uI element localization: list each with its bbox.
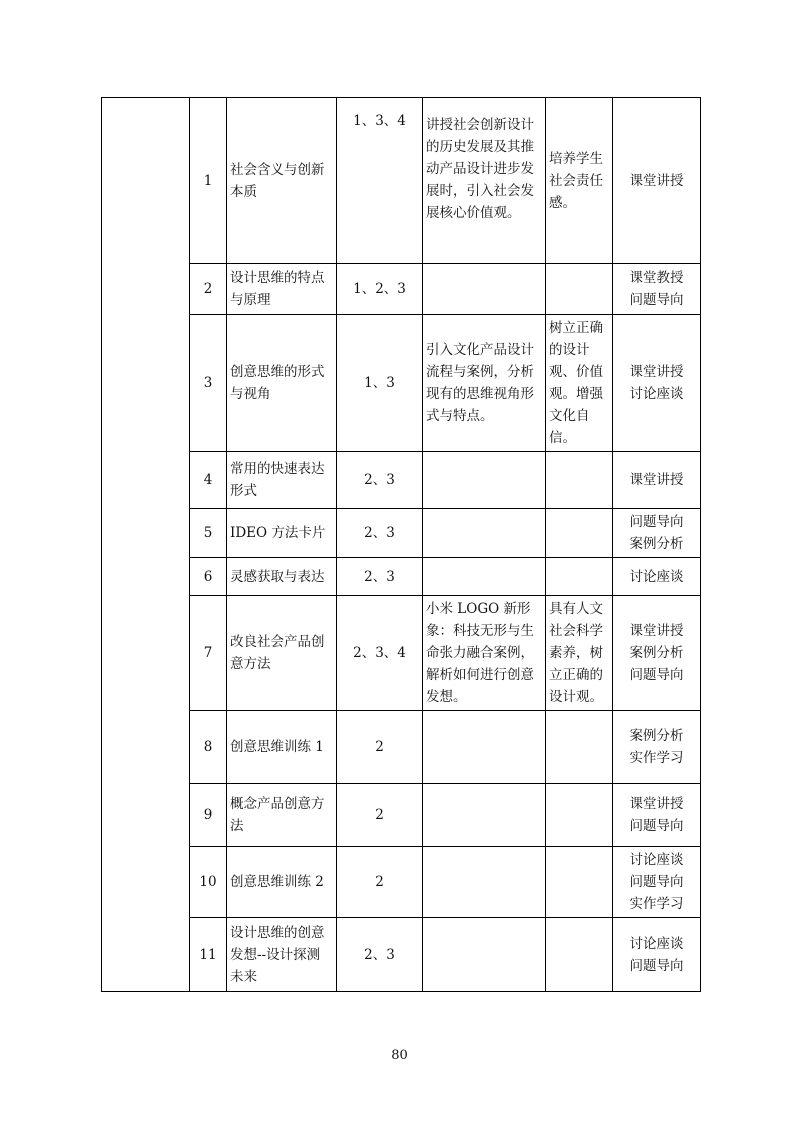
method-cell: [613, 558, 701, 596]
ideology-cell: [546, 264, 613, 315]
objectives-cell: 2: [337, 784, 423, 847]
row-number: 9: [190, 784, 227, 847]
table-row: [102, 315, 701, 452]
table-row: [102, 711, 701, 784]
topic-cell: 灵感获取与表达: [227, 558, 337, 596]
ideology-cell: [546, 452, 613, 509]
content-cell: 讲授社会创新设计的历史发展及其推动产品设计进步发展时，引入社会发展核心价值观。: [423, 98, 546, 264]
method-item: 讨论座谈: [629, 852, 684, 868]
table-row: [102, 847, 701, 918]
topic-cell: 创意思维训练 2: [227, 847, 337, 918]
content-cell: [423, 711, 546, 784]
method-item: 问题导向: [629, 514, 684, 530]
table-row: [102, 452, 701, 509]
table-row: [102, 509, 701, 558]
content-cell: [423, 784, 546, 847]
topic-cell: 改良社会产品创意方法: [227, 596, 337, 711]
content-cell: 小米 LOGO 新形象：科技无形与生命张力融合案例，解析如何进行创意发想。: [423, 596, 546, 711]
table-row: [102, 918, 701, 992]
method-cell: [613, 596, 701, 711]
method-item: 案例分析: [629, 536, 684, 552]
content-cell: [423, 558, 546, 596]
method-item: 课堂教授: [629, 270, 684, 286]
method-item: 课堂讲授: [629, 364, 684, 380]
table-row: [102, 264, 701, 315]
ideology-cell: [546, 784, 613, 847]
course-schedule-table: [101, 97, 701, 992]
method-item: 讨论座谈: [629, 935, 684, 952]
method-item: 课堂讲授: [629, 472, 684, 488]
objectives-cell: 2、3: [337, 509, 423, 558]
method-cell: [613, 711, 701, 784]
ideology-cell: 树立正确的设计观、价值观。增强文化自信。: [546, 315, 613, 452]
method-item: 问题导向: [629, 667, 684, 683]
ideology-cell: [546, 847, 613, 918]
method-cell: [613, 784, 701, 847]
method-item: 课堂讲授: [629, 796, 684, 812]
objectives-cell: 1、3: [337, 315, 423, 452]
row-number: 1: [190, 98, 227, 264]
objectives-cell: 2、3: [337, 452, 423, 509]
method-cell: [613, 98, 701, 264]
table-row: [102, 558, 701, 596]
method-item: 案例分析: [629, 645, 684, 661]
method-item: 问题导向: [629, 874, 684, 890]
objectives-cell: 1、3、4: [337, 98, 423, 264]
blank-merged-cell: [102, 98, 190, 992]
ideology-cell: [546, 509, 613, 558]
objectives-cell: 2: [337, 711, 423, 784]
row-number: 8: [190, 711, 227, 784]
method-item: 实作学习: [629, 896, 684, 912]
method-cell: [613, 847, 701, 918]
method-cell: [613, 452, 701, 509]
content-cell: [423, 847, 546, 918]
topic-cell: 社会含义与创新本质: [227, 98, 337, 264]
row-number: 11: [190, 918, 227, 992]
topic-cell: 设计思维的创意发想--设计探测未来: [227, 918, 337, 992]
row-number: 6: [190, 558, 227, 596]
method-cell: [613, 315, 701, 452]
topic-cell: IDEO 方法卡片: [227, 509, 337, 558]
content-cell: 引入文化产品设计流程与案例，分析现有的思维视角形式与特点。: [423, 315, 546, 452]
row-number: 5: [190, 509, 227, 558]
content-cell: [423, 264, 546, 315]
table-row: [102, 98, 701, 264]
ideology-cell: [546, 918, 613, 992]
row-number: 3: [190, 315, 227, 452]
method-item: 课堂讲授: [629, 172, 684, 189]
topic-cell: 常用的快速表达形式: [227, 452, 337, 509]
row-number: 7: [190, 596, 227, 711]
topic-cell: 设计思维的特点与原理: [227, 264, 337, 315]
content-cell: [423, 509, 546, 558]
objectives-cell: 2、3: [337, 558, 423, 596]
method-item: 案例分析: [629, 728, 684, 744]
topic-cell: 概念产品创意方法: [227, 784, 337, 847]
topic-cell: 创意思维的形式与视角: [227, 315, 337, 452]
method-cell: [613, 918, 701, 992]
objectives-cell: 2: [337, 847, 423, 918]
row-number: 4: [190, 452, 227, 509]
objectives-cell: 2、3、4: [337, 596, 423, 711]
content-cell: [423, 918, 546, 992]
method-item: 讨论座谈: [629, 386, 684, 402]
method-item: 讨论座谈: [629, 568, 684, 585]
topic-cell: 创意思维训练 1: [227, 711, 337, 784]
method-item: 实作学习: [629, 750, 684, 766]
table-row: [102, 596, 701, 711]
row-number: 10: [190, 847, 227, 918]
ideology-cell: 具有人文社会科学素养，树立正确的设计观。: [546, 596, 613, 711]
table-row: [102, 784, 701, 847]
method-cell: [613, 264, 701, 315]
ideology-cell: [546, 711, 613, 784]
objectives-cell: 2、3: [337, 918, 423, 992]
method-item: 问题导向: [629, 957, 684, 974]
page-number: 80: [391, 1048, 408, 1063]
content-cell: [423, 452, 546, 509]
method-item: 课堂讲授: [629, 623, 684, 639]
ideology-cell: 培养学生社会责任感。: [546, 98, 613, 264]
method-item: 问题导向: [629, 818, 684, 834]
method-cell: [613, 509, 701, 558]
ideology-cell: [546, 558, 613, 596]
objectives-cell: 1、2、3: [337, 264, 423, 315]
method-item: 问题导向: [629, 292, 684, 308]
row-number: 2: [190, 264, 227, 315]
